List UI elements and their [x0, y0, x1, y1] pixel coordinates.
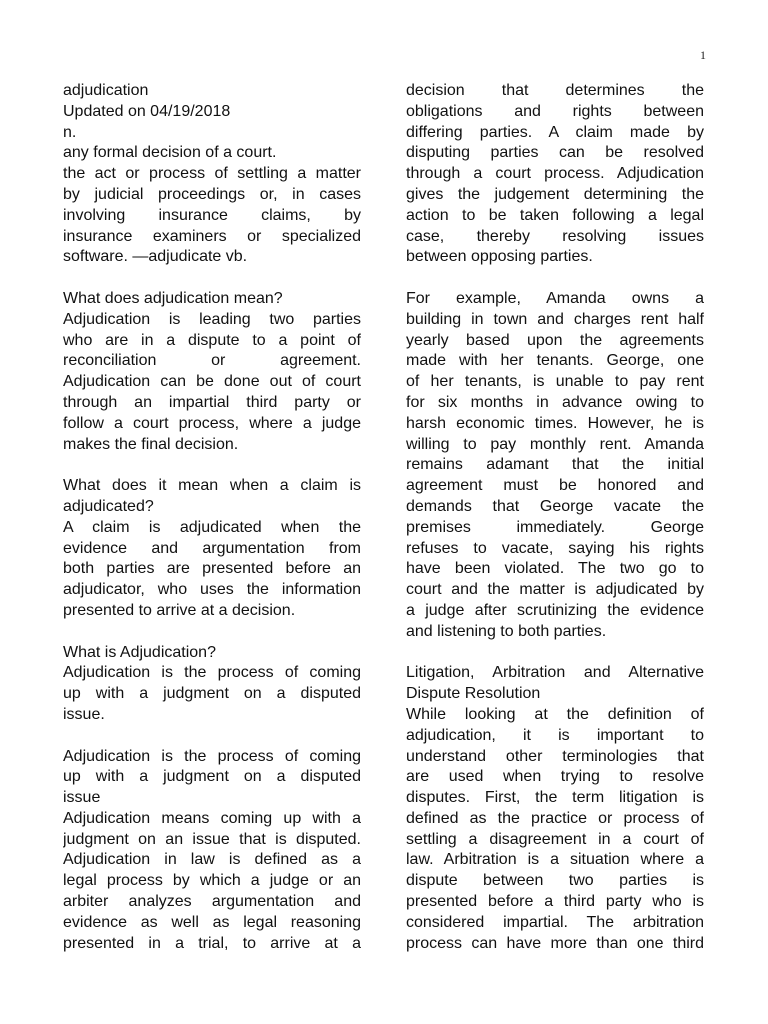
- page-number: 1: [700, 48, 706, 62]
- text-line: differing parties. A claim made by: [406, 123, 704, 141]
- paragraph-gap: [63, 268, 361, 289]
- text-line: of her tenants, is unable to pay rent: [406, 373, 704, 391]
- text-line: issue: [63, 789, 101, 807]
- text-line: demands that George vacate the: [406, 497, 704, 515]
- text-line: refuses to vacate, saying his rights: [406, 539, 704, 557]
- text-line: For example, Amanda owns a: [406, 289, 704, 307]
- text-line: settling a disagreement in a court of: [406, 830, 704, 848]
- text-line: action to be taken following a legal: [406, 206, 704, 224]
- text-line: process can have more than one third: [406, 934, 704, 952]
- text-line: premises immediately. George: [406, 518, 704, 536]
- text-line: Adjudication in law is defined as a: [63, 851, 361, 869]
- text-line: for six months in advance owing to: [406, 393, 704, 411]
- text-line: n.: [63, 123, 77, 141]
- text-line: agreement must be honored and: [406, 477, 704, 495]
- text-line: gives the judgement determining the: [406, 185, 704, 203]
- text-line: adjudication: [63, 82, 149, 99]
- text-line: up with a judgment on a disputed: [63, 685, 361, 703]
- text-line: Updated on 04/19/2018: [63, 102, 231, 120]
- text-line: makes the final decision.: [63, 435, 239, 453]
- text-line: Adjudication means coming up with a: [63, 809, 361, 827]
- text-line: disputes. First, the term litigation is: [406, 789, 704, 807]
- text-line: Adjudication is the process of coming: [63, 664, 361, 682]
- text-line: through a court process. Adjudication: [406, 165, 704, 183]
- text-line: disputing parties can be resolved: [406, 144, 704, 162]
- text-line: who are in a dispute to a point of: [63, 331, 361, 349]
- text-line: through an impartial third party or: [63, 393, 361, 411]
- text-line: court and the matter is adjudicated by: [406, 581, 704, 599]
- text-line: software. —adjudicate vb.: [63, 248, 248, 266]
- text-line: up with a judgment on a disputed: [63, 768, 361, 786]
- text-line: are used when trying to resolve: [406, 768, 704, 786]
- text-line: decision that determines the: [406, 82, 704, 99]
- text-line: evidence and argumentation from: [63, 539, 361, 557]
- paragraph-gap: [63, 726, 361, 747]
- text-line: adjudication, it is important to: [406, 726, 704, 744]
- right-column: [406, 81, 704, 954]
- text-line: considered impartial. The arbitration: [406, 913, 704, 931]
- text-line: have been violated. The two go to: [406, 560, 704, 578]
- paragraph-gap: [63, 455, 361, 476]
- text-line: made with her tenants. George, one: [406, 352, 704, 370]
- paragraph-gap: [406, 268, 704, 289]
- text-line: judgment on an issue that is disputed.: [63, 830, 361, 848]
- text-line: Dispute Resolution: [406, 685, 541, 703]
- text-line: any formal decision of a court.: [63, 144, 277, 162]
- text-line: legal process by which a judge or an: [63, 872, 361, 890]
- text-line: While looking at the definition of: [406, 705, 704, 723]
- text-line: Adjudication is leading two parties: [63, 310, 361, 328]
- text-line: What does it mean when a claim is: [63, 477, 361, 495]
- text-line: follow a court process, where a judge: [63, 414, 361, 432]
- text-line: the act or process of settling a matter: [63, 165, 361, 183]
- paragraph-gap: [406, 643, 704, 664]
- text-line: willing to pay monthly rent. Amanda: [406, 435, 704, 453]
- text-line: involving insurance claims, by: [63, 206, 361, 224]
- text-line: and listening to both parties.: [406, 622, 607, 640]
- text-line: understand other terminologies that: [406, 747, 704, 765]
- text-line: Adjudication can be done out of court: [63, 373, 361, 391]
- text-line: law. Arbitration is a situation where a: [406, 851, 704, 869]
- text-line: adjudicated?: [63, 497, 154, 515]
- text-line: between opposing parties.: [406, 248, 593, 266]
- text-line: by judicial proceedings or, in cases: [63, 185, 361, 203]
- text-line: harsh economic times. However, he is: [406, 414, 704, 432]
- text-line: Adjudication is the process of coming: [63, 747, 361, 765]
- text-line: A claim is adjudicated when the: [63, 518, 361, 536]
- text-line: What does adjudication mean?: [63, 289, 283, 307]
- text-line: issue.: [63, 705, 105, 723]
- text-line: dispute between two parties is: [406, 872, 704, 890]
- text-line: reconciliation or agreement.: [63, 352, 361, 370]
- text-line: case, thereby resolving issues: [406, 227, 704, 245]
- text-line: both parties are presented before an: [63, 560, 361, 578]
- text-line: presented to arrive at a decision.: [63, 601, 296, 619]
- text-line: a judge after scrutinizing the evidence: [406, 601, 704, 619]
- text-line: defined as the practice or process of: [406, 809, 704, 827]
- text-line: evidence as well as legal reasoning: [63, 913, 361, 931]
- left-column: [63, 81, 361, 954]
- text-line: yearly based upon the agreements: [406, 331, 704, 349]
- text-line: Litigation, Arbitration and Alternative: [406, 664, 704, 682]
- text-line: presented before a third party who is: [406, 893, 704, 911]
- text-line: obligations and rights between: [406, 102, 704, 120]
- text-line: building in town and charges rent half: [406, 310, 704, 328]
- text-line: presented in a trial, to arrive at a: [63, 934, 361, 952]
- text-line: adjudicator, who uses the information: [63, 581, 361, 599]
- text-line: remains adamant that the initial: [406, 456, 704, 474]
- text-line: insurance examiners or specialized: [63, 227, 361, 245]
- text-line: arbiter analyzes argumentation and: [63, 893, 361, 911]
- text-line: What is Adjudication?: [63, 643, 216, 661]
- paragraph-gap: [63, 622, 361, 643]
